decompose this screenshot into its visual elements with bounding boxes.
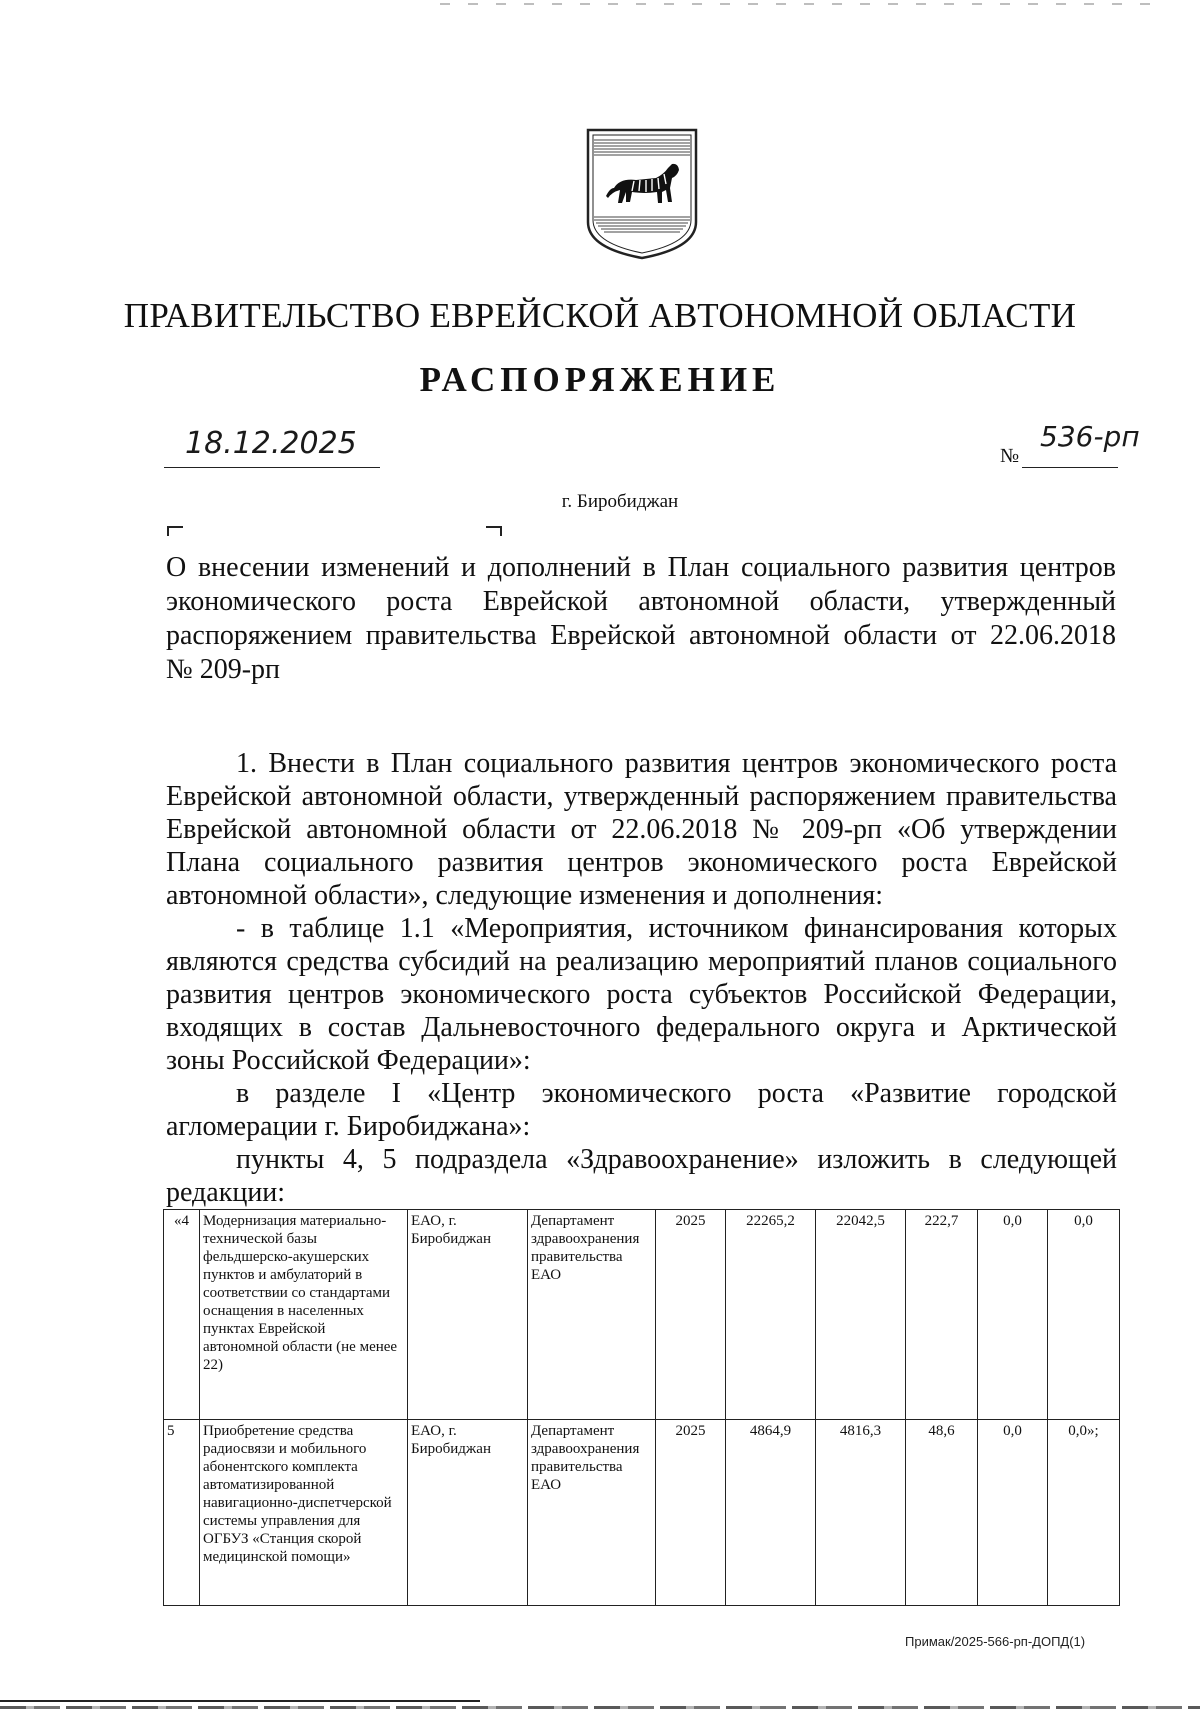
measures-table [163,1209,1120,1606]
document-body [166,747,1117,1209]
cell-measure-name: Приобретение средства радиосвязи и мобильного абонентского комплекта автоматизированной навигационно-диспетчерской системы управления для ОГБУЗ «Станция скорой медицинской помощи» [200,1420,408,1606]
date-underline [164,467,380,468]
cell-place: ЕАО, г. Биробиджан [408,1210,528,1420]
plan-table [163,1209,1119,1606]
body-paragraph-1: 1. Внести в План социального развития центров экономического роста Еврейской автономной области, утвержденный распоряжением правительства Еврейской автономной области от 22.06.2018 № 209-рп «Об утверждении Плана социального развития центров экономического роста Еврейской автономной области», следующие изменения и дополнения: [166,748,1117,911]
body-paragraph-4: пункты 4, 5 подраздела «Здравоохранение» изложить в следующей редакции: [166,1144,1117,1208]
bracket-left-mark [167,526,183,536]
body-paragraph-2: - в таблице 1.1 «Мероприятия, источником финансирования которых являются средства субсидий на реализацию мероприятий планов социального развития центров экономического роста субъектов Российской Федерации, входящих в состав Дальневосточного федерального округа и Арктической зоны Российской Федерации»: [166,913,1117,1076]
government-title: ПРАВИТЕЛЬСТВО ЕВРЕЙСКОЙ АВТОНОМНОЙ ОБЛАСТИ [123,296,1077,335]
handwritten-number: 536-рп [1040,420,1140,453]
subject-line: распоряжением правительства Еврейской автономной области от 22.06.2018 [166,620,1116,651]
cell-place: ЕАО, г. Биробиджан [408,1420,528,1606]
document-type-title: РАСПОРЯЖЕНИЕ [419,360,781,399]
document-subject [166,551,1116,687]
cell-total: 22265,2 [726,1210,816,1420]
cell-number: 5 [164,1420,200,1606]
handwritten-date: 18.12.2025 [185,426,357,461]
cell-number: «4 [164,1210,200,1420]
subject-line: экономического роста Еврейской автономной области, утвержденный [166,586,1116,617]
cell-federal: 22042,5 [816,1210,906,1420]
cell-local: 0,0 [978,1210,1048,1420]
bracket-right-mark [486,526,502,536]
scan-artifact-left [0,1700,480,1702]
table-row [164,1420,1120,1606]
cell-measure-name: Модернизация материально-технической базы фельдшерско-акушерских пунктов и амбулаторий в соответствии со стандартами оснащения в населенных пунктах Еврейской автономной области (не менее 22) [200,1210,408,1420]
table-row [164,1210,1120,1420]
body-paragraph-3: в разделе I «Центр экономического роста «Развитие городской агломерации г. Биробиджана»: [166,1078,1117,1142]
cell-local: 0,0 [978,1420,1048,1606]
city-label: г. Биробиджан [561,491,679,512]
coat-of-arms-emblem [584,126,700,262]
cell-regional: 48,6 [906,1420,978,1606]
scan-artifact-bottom [0,1706,1200,1709]
scan-artifact-top [440,3,1160,5]
cell-year: 2025 [656,1210,726,1420]
cell-year: 2025 [656,1420,726,1606]
cell-other: 0,0»; [1048,1420,1120,1606]
cell-other: 0,0 [1048,1210,1120,1420]
subject-line: О внесении изменений и дополнений в План социального развития центров [166,552,1116,583]
number-label: № [1000,445,1020,467]
cell-executor: Департамент здравоохранения правительства ЕАО [528,1420,656,1606]
subject-line: № 209-рп [166,654,281,685]
cell-regional: 222,7 [906,1210,978,1420]
cell-executor: Департамент здравоохранения правительства ЕАО [528,1210,656,1420]
number-underline [1022,467,1118,468]
document-code: Примак/2025-566-рп-ДОПД(1) [905,1634,1086,1649]
cell-total: 4864,9 [726,1420,816,1606]
cell-federal: 4816,3 [816,1420,906,1606]
